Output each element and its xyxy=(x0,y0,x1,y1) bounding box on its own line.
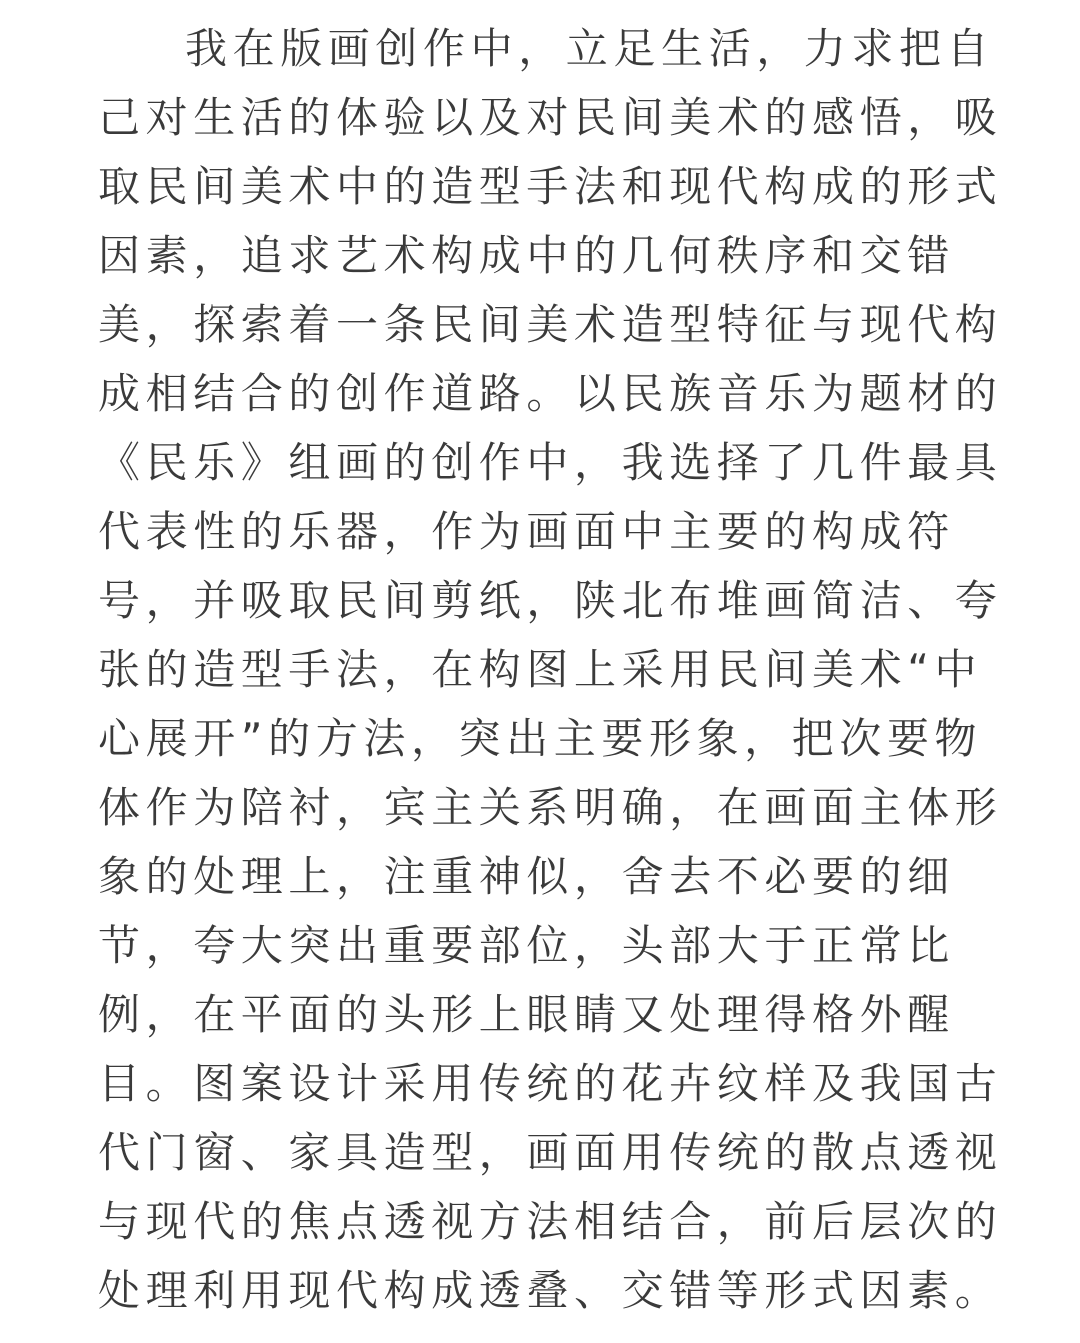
text-line: 我在版画创作中，立足生活，力求把自 xyxy=(185,24,995,73)
text-line: 例，在平面的头形上眼睛又处理得格外醒 xyxy=(98,990,955,1039)
text-line: 美，探索着一条民间美术造型特征与现代构 xyxy=(98,300,1003,349)
text-line: 己对生活的体验以及对民间美术的感悟，吸 xyxy=(98,93,1003,142)
text-line: 处理利用现代构成透叠、交错等形式因素。 xyxy=(98,1266,1003,1315)
text-line: 代表性的乐器，作为画面中主要的构成符 xyxy=(98,507,955,556)
text-line: 因素，追求艺术构成中的几何秩序和交错 xyxy=(98,231,955,280)
text-line: 《民乐》组画的创作中，我选择了几件最具 xyxy=(98,438,1003,487)
text-line: 象的处理上，注重神似，舍去不必要的细 xyxy=(98,852,955,901)
text-line: 张的造型手法，在构图上采用民间美术“中 xyxy=(98,645,983,694)
text-line: 目。图案设计采用传统的花卉纹样及我国古 xyxy=(98,1059,1003,1108)
text-line: 成相结合的创作道路。以民族音乐为题材的 xyxy=(98,369,1003,418)
text-line: 取民间美术中的造型手法和现代构成的形式 xyxy=(98,162,1003,211)
text-line: 心展开”的方法，突出主要形象，把次要物 xyxy=(98,714,983,763)
text-line: 节，夸大突出重要部位，头部大于正常比 xyxy=(98,921,955,970)
text-line: 号，并吸取民间剪纸，陕北布堆画简洁、夸 xyxy=(98,576,1003,625)
text-line: 与现代的焦点透视方法相结合，前后层次的 xyxy=(98,1197,1003,1246)
text-line: 代门窗、家具造型，画面用传统的散点透视 xyxy=(98,1128,1003,1177)
text-line: 体作为陪衬，宾主关系明确，在画面主体形 xyxy=(98,783,1003,832)
article-paragraph xyxy=(98,14,1003,1325)
